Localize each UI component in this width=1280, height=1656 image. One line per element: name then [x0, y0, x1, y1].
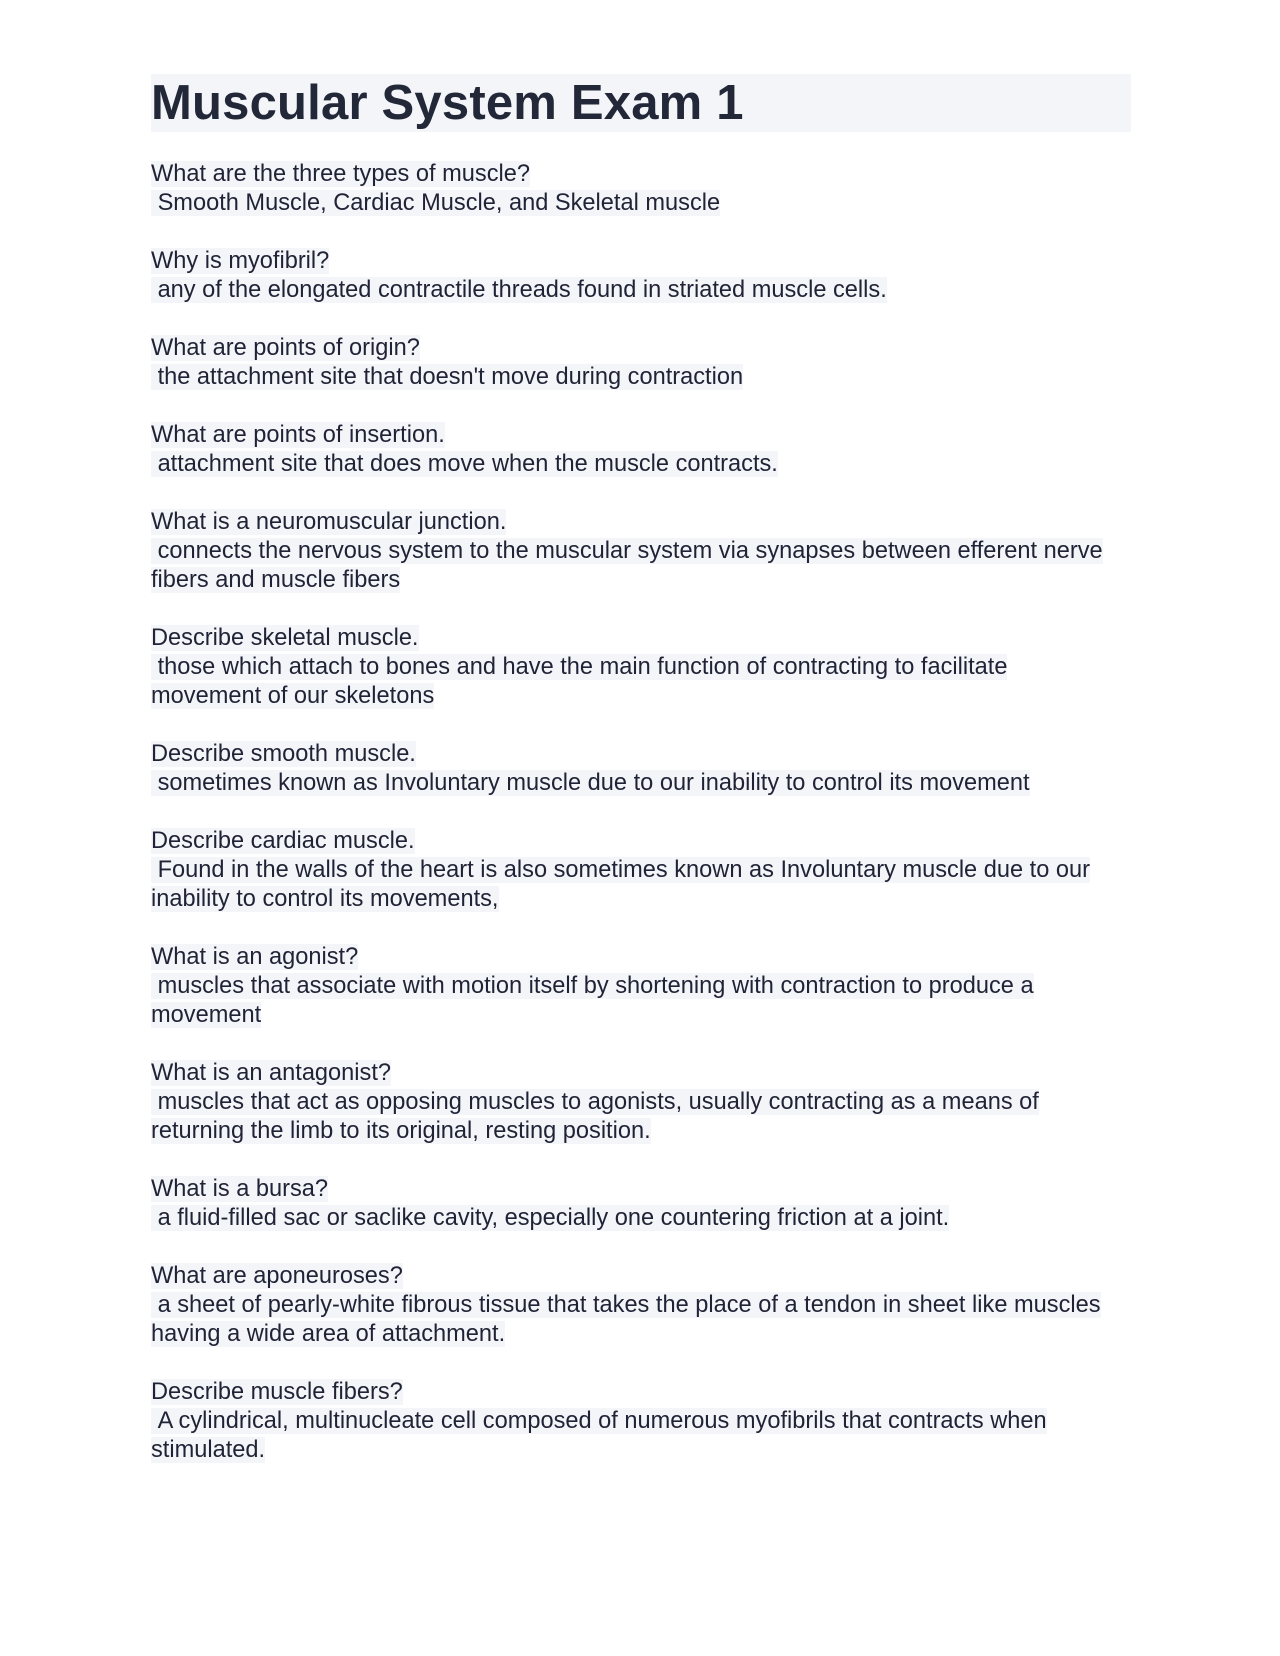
- answer: muscles that associate with motion itself by shortening with contraction to produce a movement: [151, 973, 1034, 1028]
- answer: A cylindrical, multinucleate cell composed of numerous myofibrils that contracts when stimulated.: [151, 1408, 1047, 1463]
- question: Describe cardiac muscle.: [151, 828, 415, 854]
- qa-item: [151, 508, 1131, 595]
- qa-item: [151, 740, 1131, 798]
- question: Why is myofibril?: [151, 248, 330, 274]
- question: What is a bursa?: [151, 1176, 329, 1202]
- answer: sometimes known as Involuntary muscle due to our inability to control its movement: [151, 769, 1116, 798]
- qa-item: [151, 1378, 1131, 1465]
- question: What are points of origin?: [151, 335, 420, 361]
- question: What is an antagonist?: [151, 1060, 392, 1086]
- question: What is an agonist?: [151, 944, 359, 970]
- qa-item: [151, 1262, 1131, 1349]
- question: Describe smooth muscle.: [151, 741, 416, 767]
- answer: those which attach to bones and have the main function of contracting to facilitate movement of our skeletons: [151, 654, 1008, 709]
- qa-item: [151, 421, 1131, 479]
- answer: Found in the walls of the heart is also sometimes known as Involuntary muscle due to our inability to control its movements,: [151, 857, 1090, 912]
- answer: a sheet of pearly-white fibrous tissue that takes the place of a tendon in sheet like muscles having a wide area of attachment.: [151, 1292, 1101, 1347]
- qa-item: [151, 624, 1131, 711]
- qa-item: [151, 827, 1131, 914]
- qa-item: [151, 1175, 1131, 1233]
- question: What is a neuromuscular junction.: [151, 509, 507, 535]
- document-page: [151, 74, 1131, 1494]
- title-bar: [151, 74, 1131, 132]
- question: Describe muscle fibers?: [151, 1379, 403, 1405]
- answer: attachment site that does move when the muscle contracts.: [151, 450, 1116, 479]
- qa-item: [151, 943, 1131, 1030]
- answer: any of the elongated contractile threads found in striated muscle cells.: [151, 276, 1116, 305]
- answer: connects the nervous system to the muscular system via synapses between efferent nerve fibers and muscle fibers: [151, 538, 1103, 593]
- qa-item: [151, 247, 1131, 305]
- qa-item: [151, 1059, 1131, 1146]
- answer: muscles that act as opposing muscles to agonists, usually contracting as a means of returning the limb to its original, resting position.: [151, 1089, 1039, 1144]
- question: What are points of insertion.: [151, 422, 445, 448]
- question: What are the three types of muscle?: [151, 161, 530, 187]
- answer: Smooth Muscle, Cardiac Muscle, and Skeletal muscle: [151, 189, 1116, 218]
- answer: a fluid-filled sac or saclike cavity, especially one countering friction at a joint.: [151, 1204, 1116, 1233]
- question: What are aponeuroses?: [151, 1263, 403, 1289]
- qa-item: [151, 334, 1131, 392]
- qa-item: [151, 160, 1131, 218]
- question: Describe skeletal muscle.: [151, 625, 419, 651]
- page-title: Muscular System Exam 1: [151, 76, 744, 130]
- answer: the attachment site that doesn't move during contraction: [151, 363, 1116, 392]
